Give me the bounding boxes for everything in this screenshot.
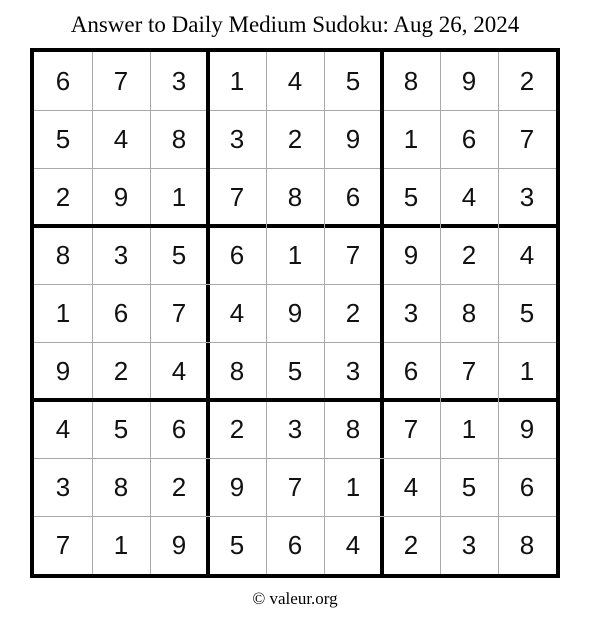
sudoku-cell-r3-c2: 9 [113, 181, 129, 212]
sudoku-cell-r3-c3: 1 [171, 181, 187, 212]
sudoku-cell-r6-c9: 1 [519, 355, 535, 386]
sudoku-cell-r1-c5: 4 [287, 65, 303, 96]
sudoku-cell-r8-c8: 5 [461, 471, 477, 502]
sudoku-cell-r4-c3: 5 [171, 239, 187, 270]
sudoku-cell-r9-c2: 1 [113, 529, 129, 560]
sudoku-cell-r4-c1: 8 [55, 239, 71, 270]
sudoku-cell-r8-c4: 9 [229, 471, 245, 502]
page-title: Answer to Daily Medium Sudoku: Aug 26, 2024 [70, 12, 520, 37]
sudoku-cell-r6-c6: 3 [345, 355, 361, 386]
sudoku-cell-r6-c8: 7 [461, 355, 477, 386]
sudoku-cell-r9-c1: 7 [55, 529, 71, 560]
sudoku-cell-r4-c9: 4 [519, 239, 535, 270]
sudoku-cell-r9-c8: 3 [461, 529, 477, 560]
sudoku-cell-r8-c3: 2 [171, 471, 187, 502]
sudoku-cell-r9-c7: 2 [403, 529, 419, 560]
sudoku-cell-r8-c2: 8 [113, 471, 129, 502]
sudoku-cell-r5-c3: 7 [171, 297, 187, 328]
sudoku-cell-r9-c4: 5 [229, 529, 245, 560]
sudoku-cell-r1-c6: 5 [345, 65, 361, 96]
sudoku-cell-r6-c7: 6 [403, 355, 419, 386]
sudoku-cell-r9-c3: 9 [171, 529, 187, 560]
sudoku-cell-r2-c6: 9 [345, 123, 361, 154]
sudoku-cell-r1-c3: 3 [171, 65, 187, 96]
sudoku-cell-r2-c8: 6 [461, 123, 477, 154]
sudoku-cell-r7-c4: 2 [229, 413, 245, 444]
sudoku-cell-r9-c9: 8 [519, 529, 535, 560]
sudoku-cell-r3-c6: 6 [345, 181, 361, 212]
sudoku-cell-r5-c4: 4 [229, 297, 245, 328]
sudoku-cell-r8-c1: 3 [55, 471, 71, 502]
sudoku-cell-r1-c9: 2 [519, 65, 535, 96]
sudoku-cell-r3-c9: 3 [519, 181, 535, 212]
sudoku-cell-r3-c4: 7 [229, 181, 245, 212]
sudoku-cell-r7-c9: 9 [519, 413, 535, 444]
sudoku-cell-r3-c7: 5 [403, 181, 419, 212]
sudoku-cell-r5-c7: 3 [403, 297, 419, 328]
sudoku-cell-r4-c4: 6 [229, 239, 245, 270]
sudoku-cell-r4-c5: 1 [287, 239, 303, 270]
sudoku-cell-r2-c7: 1 [403, 123, 419, 154]
sudoku-cell-r5-c8: 8 [461, 297, 477, 328]
sudoku-cell-r8-c5: 7 [287, 471, 303, 502]
copyright-footer: © valeur.org [252, 589, 338, 608]
sudoku-cell-r7-c3: 6 [171, 413, 187, 444]
sudoku-cell-r7-c8: 1 [461, 413, 477, 444]
sudoku-cell-r8-c6: 1 [345, 471, 361, 502]
sudoku-cell-r6-c5: 5 [287, 355, 303, 386]
sudoku-cell-r2-c2: 4 [113, 123, 129, 154]
sudoku-cell-r1-c1: 6 [55, 65, 71, 96]
sudoku-cell-r6-c4: 8 [229, 355, 245, 386]
sudoku-cell-r1-c7: 8 [403, 65, 419, 96]
sudoku-cell-r6-c1: 9 [55, 355, 71, 386]
sudoku-cell-r1-c4: 1 [229, 65, 245, 96]
sudoku-cell-r3-c5: 8 [287, 181, 303, 212]
sudoku-cell-r3-c8: 4 [461, 181, 477, 212]
sudoku-cell-r7-c2: 5 [113, 413, 129, 444]
sudoku-board [30, 48, 560, 578]
sudoku-cell-r2-c3: 8 [171, 123, 187, 154]
sudoku-cell-r3-c1: 2 [55, 181, 71, 212]
sudoku-cell-r9-c6: 4 [345, 529, 361, 560]
sudoku-cell-r8-c7: 4 [403, 471, 419, 502]
sudoku-cell-r7-c5: 3 [287, 413, 303, 444]
sudoku-cell-r5-c2: 6 [113, 297, 129, 328]
sudoku-cell-r7-c7: 7 [403, 413, 419, 444]
sudoku-cell-r7-c1: 4 [55, 413, 71, 444]
sudoku-cell-r5-c5: 9 [287, 297, 303, 328]
sudoku-cell-r2-c1: 5 [55, 123, 71, 154]
sudoku-cell-r2-c9: 7 [519, 123, 535, 154]
sudoku-cell-r1-c2: 7 [113, 65, 129, 96]
sudoku-cell-r8-c9: 6 [519, 471, 535, 502]
sudoku-cell-r4-c2: 3 [113, 239, 129, 270]
sudoku-cell-r7-c6: 8 [345, 413, 361, 444]
sudoku-cell-r5-c1: 1 [55, 297, 71, 328]
sudoku-cell-r2-c4: 3 [229, 123, 245, 154]
sudoku-cell-r5-c6: 2 [345, 297, 361, 328]
sudoku-cell-r4-c6: 7 [345, 239, 361, 270]
sudoku-cell-r6-c3: 4 [171, 355, 187, 386]
sudoku-cell-r5-c9: 5 [519, 297, 535, 328]
sudoku-cell-r2-c5: 2 [287, 123, 303, 154]
sudoku-cell-r1-c8: 9 [461, 65, 477, 96]
sudoku-cell-r9-c5: 6 [287, 529, 303, 560]
sudoku-cell-r6-c2: 2 [113, 355, 129, 386]
sudoku-cell-r4-c8: 2 [461, 239, 477, 270]
sudoku-cell-r4-c7: 9 [403, 239, 419, 270]
